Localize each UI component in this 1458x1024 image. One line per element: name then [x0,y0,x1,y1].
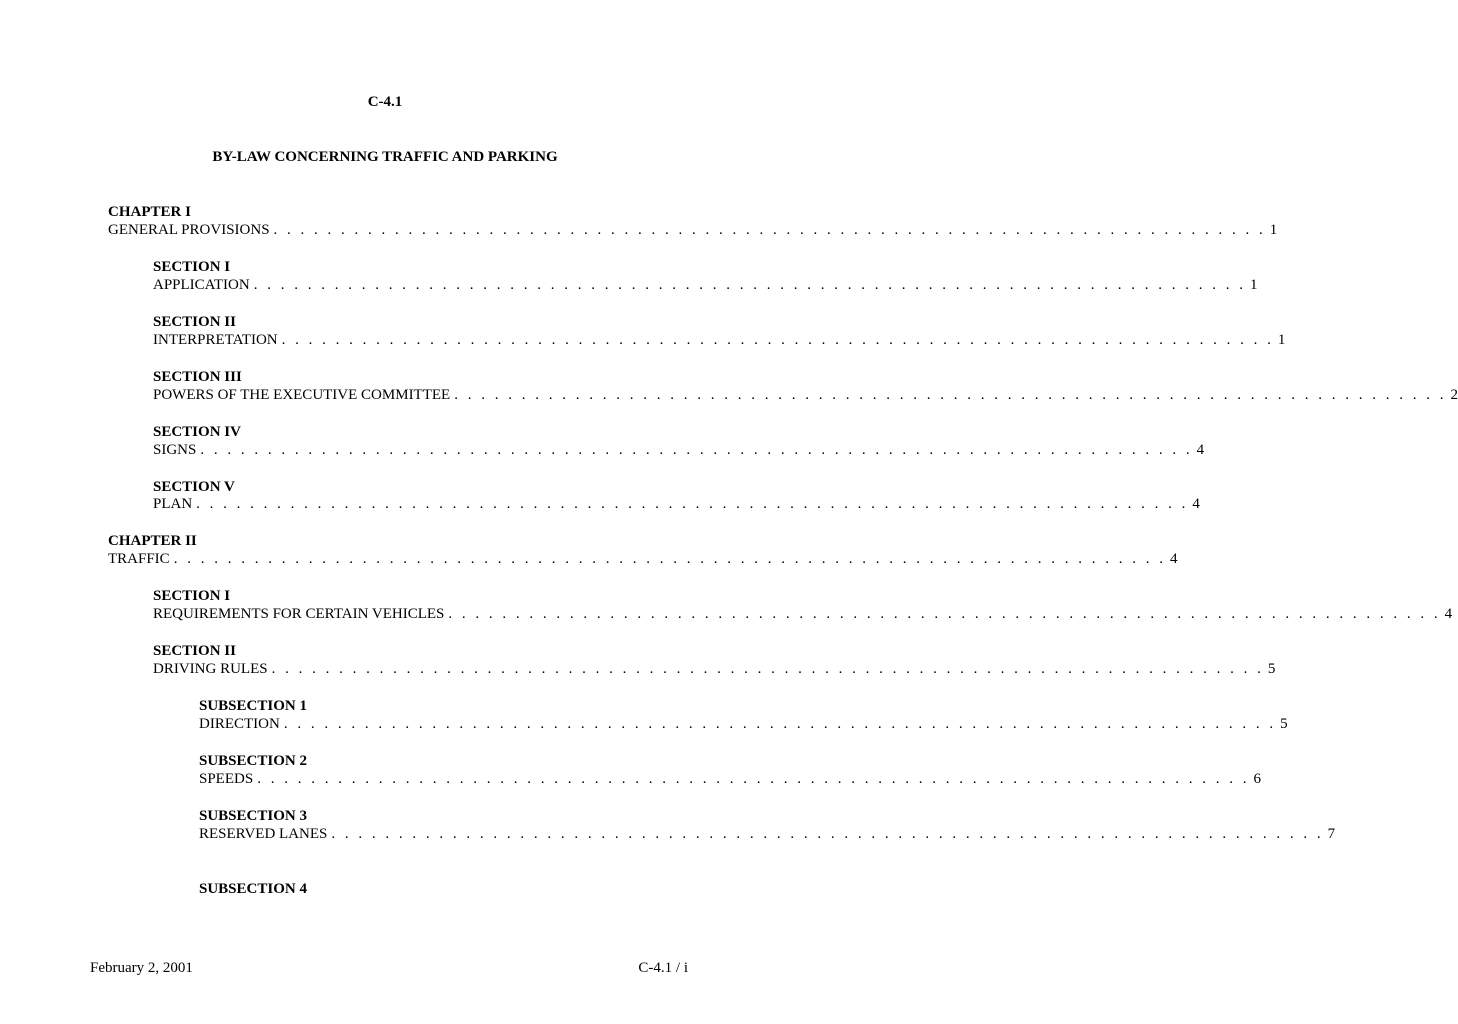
section-heading: SECTION II [153,643,236,659]
chapter-1-heading: CHAPTER I [108,204,191,220]
toc-entry-label: PLAN [153,496,193,512]
toc-entry-interpretation[interactable] [153,332,1286,349]
document-code: C-4.1 [367,94,403,110]
toc-entry-traffic[interactable] [108,551,1178,568]
toc-entry-general-provisions[interactable] [108,222,1278,239]
toc-entry-powers-executive-committee[interactable] [153,387,1458,404]
subsection-heading: SUBSECTION 2 [199,753,307,769]
footer-date: February 2, 2001 [90,960,193,976]
toc-entry-reserved-lanes[interactable] [199,826,1336,843]
toc-entry-label: RESERVED LANES [199,826,328,842]
toc-entry-requirements-vehicles[interactable] [153,606,1453,623]
dot-leader: . . . . . . . . . . . . . . . . . . . . . . . . . . . . . . . . . . . . . . . . . . . . . . . . . . . . . . . . . . . . . . . . . . . . . . . . . . [257,771,1250,787]
toc-entry-label: POWERS OF THE EXECUTIVE COMMITTEE [153,387,451,403]
toc-entry-label: SPEEDS [199,771,254,787]
dot-leader: . . . . . . . . . . . . . . . . . . . . . . . . . . . . . . . . . . . . . . . . . . . . . . . . . . . . . . . . . . . . . . . . . . . . . . . . . . [200,442,1193,458]
section-heading: SECTION IV [153,424,241,440]
toc-entry-label: TRAFFIC [108,551,170,567]
section-heading: SECTION I [153,588,231,604]
dot-leader: . . . . . . . . . . . . . . . . . . . . . . . . . . . . . . . . . . . . . . . . . . . . . . . . . . . . . . . . . . . . . . . . . . . . . . . . . . [448,606,1441,622]
toc-entry-label: DRIVING RULES [153,661,268,677]
toc-entry-label: INTERPRETATION [153,332,278,348]
dot-leader: . . . . . . . . . . . . . . . . . . . . . . . . . . . . . . . . . . . . . . . . . . . . . . . . . . . . . . . . . . . . . . . . . . . . . . . . . . [196,496,1189,512]
subsection-heading: SUBSECTION 3 [199,808,307,824]
toc-entry-signs[interactable] [153,442,1205,459]
toc-entry-driving-rules[interactable] [153,661,1276,678]
toc-entry-page: 4 [1192,496,1200,512]
dot-leader: . . . . . . . . . . . . . . . . . . . . . . . . . . . . . . . . . . . . . . . . . . . . . . . . . . . . . . . . . . . . . . . . . . . . . . . . . . [173,551,1166,567]
toc-entry-page: 5 [1267,661,1276,677]
dot-leader: . . . . . . . . . . . . . . . . . . . . . . . . . . . . . . . . . . . . . . . . . . . . . . . . . . . . . . . . . . . . . . . . . . . . . . . . . . [253,277,1246,293]
toc-entry-label: SIGNS [153,442,197,458]
toc-entry-speeds[interactable] [199,771,1261,788]
section-heading: SECTION II [153,314,236,330]
toc-entry-plan[interactable] [153,496,1200,513]
toc-entry-label: APPLICATION [153,277,250,293]
toc-entry-label: REQUIREMENTS FOR CERTAIN VEHICLES [153,606,445,622]
toc-entry-label: DIRECTION [199,716,280,732]
section-heading: SECTION V [153,479,235,495]
toc-entry-page: 4 [1444,606,1453,622]
toc-entry-page: 4 [1196,442,1205,458]
dot-leader: . . . . . . . . . . . . . . . . . . . . . . . . . . . . . . . . . . . . . . . . . . . . . . . . . . . . . . . . . . . . . . . . . . . . . . . . . . [273,222,1266,238]
dot-leader: . . . . . . . . . . . . . . . . . . . . . . . . . . . . . . . . . . . . . . . . . . . . . . . . . . . . . . . . . . . . . . . . . . . . . . . . . . [331,826,1324,842]
dot-leader: . . . . . . . . . . . . . . . . . . . . . . . . . . . . . . . . . . . . . . . . . . . . . . . . . . . . . . . . . . . . . . . . . . . . . . . . . . [271,661,1264,677]
toc-entry-application[interactable] [153,277,1258,294]
subsection-heading: SUBSECTION 1 [199,698,307,714]
section-heading: SECTION I [153,259,231,275]
toc-entry-page: 7 [1327,826,1336,842]
document-title: BY-LAW CONCERNING TRAFFIC AND PARKING [212,149,558,165]
toc-entry-page: 2 [1450,387,1458,403]
toc-entry-page: 4 [1169,551,1178,567]
section-heading: SECTION III [153,369,242,385]
dot-leader: . . . . . . . . . . . . . . . . . . . . . . . . . . . . . . . . . . . . . . . . . . . . . . . . . . . . . . . . . . . . . . . . . . . . . . . . . . [281,332,1274,348]
toc-entry-page: 5 [1280,716,1288,732]
chapter-2-heading: CHAPTER II [108,533,197,549]
toc-entry-page: 1 [1269,222,1278,238]
toc-entry-page: 6 [1253,771,1261,787]
toc-entry-page: 1 [1249,277,1258,293]
toc-entry-page: 1 [1277,332,1286,348]
dot-leader: . . . . . . . . . . . . . . . . . . . . . . . . . . . . . . . . . . . . . . . . . . . . . . . . . . . . . . . . . . . . . . . . . . . . . . . . . . [283,716,1277,732]
dot-leader: . . . . . . . . . . . . . . . . . . . . . . . . . . . . . . . . . . . . . . . . . . . . . . . . . . . . . . . . . . . . . . . . . . . . . . . . . . [454,387,1447,403]
footer-page-ref: C-4.1 / i [638,960,688,976]
toc-entry-label: GENERAL PROVISIONS [108,222,270,238]
subsection-heading: SUBSECTION 4 [199,881,307,897]
toc-entry-direction[interactable] [199,716,1288,733]
